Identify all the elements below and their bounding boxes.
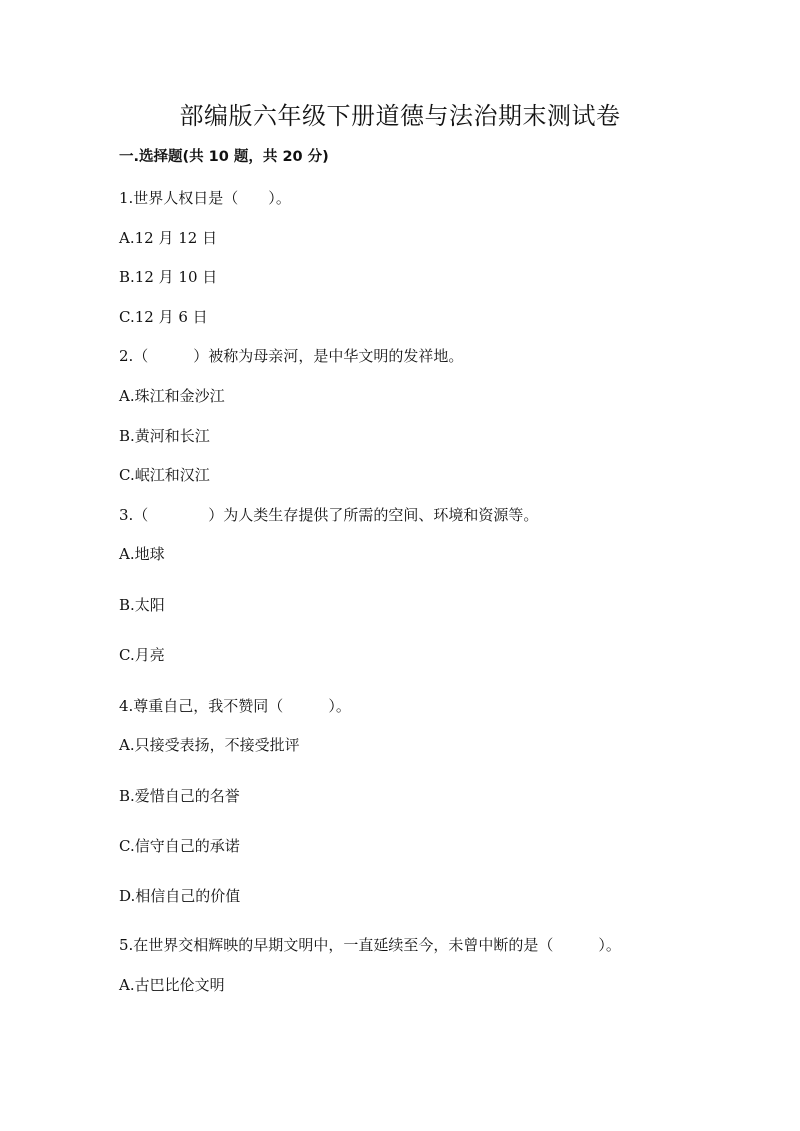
question-2-option-c: C.岷江和汉江 [119, 466, 210, 484]
question-5-stem: 5.在世界交相辉映的早期文明中，一直延续至今，未曾中断的是（ ）。 [119, 936, 621, 954]
question-2-option-b: B.黄河和长江 [119, 427, 210, 445]
exam-title: 部编版六年级下册道德与法治期末测试卷 [179, 102, 621, 130]
question-3-stem: 3.（ ）为人类生存提供了所需的空间、环境和资源等。 [119, 506, 539, 524]
question-4-option-c: C.信守自己的承诺 [119, 837, 240, 855]
question-4-option-d: D.相信自己的价值 [119, 887, 241, 905]
question-2-option-a: A.珠江和金沙江 [119, 387, 225, 405]
question-2-stem: 2.（ ）被称为母亲河，是中华文明的发祥地。 [119, 347, 464, 365]
question-4-option-b: B.爱惜自己的名誉 [119, 787, 240, 805]
question-3-option-b: B.太阳 [119, 596, 165, 614]
question-1-option-a: A.12 月 12 日 [119, 229, 218, 247]
question-1-option-c: C.12 月 6 日 [119, 308, 208, 326]
question-3-option-a: A.地球 [119, 545, 165, 563]
question-1-stem: 1.世界人权日是（ ）。 [119, 189, 291, 207]
question-4-option-a: A.只接受表扬，不接受批评 [119, 736, 300, 754]
section-heading: 一.选择题(共 10 题，共 20 分) [119, 149, 329, 165]
question-3-option-c: C.月亮 [119, 646, 165, 664]
question-1-option-b: B.12 月 10 日 [119, 268, 218, 286]
question-5-option-a: A.古巴比伦文明 [119, 976, 225, 994]
question-4-stem: 4.尊重自己，我不赞同（ ）。 [119, 697, 351, 715]
